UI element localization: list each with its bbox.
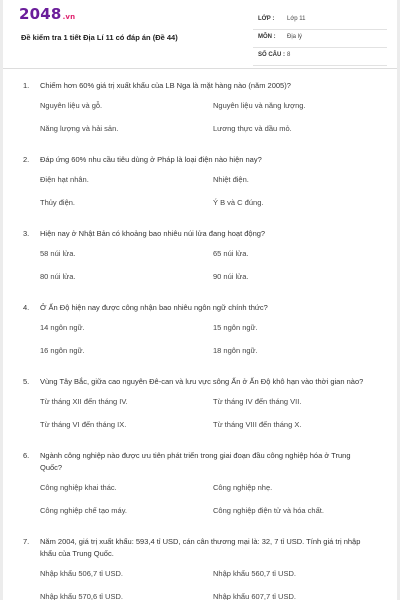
question-text: Hiện nay ở Nhật Bản có khoảng bao nhiêu núi lửa đang hoạt động? <box>40 229 266 238</box>
meta-table <box>253 12 387 66</box>
question-1 <box>3 80 397 135</box>
question-stem <box>3 80 397 92</box>
option[interactable]: Nguyên liệu và gỗ. <box>40 101 103 110</box>
option[interactable]: Nguyên liệu và năng lượng. <box>213 101 306 110</box>
meta-value: Lớp 11 <box>287 16 306 22</box>
question-text: Ngành công nghiệp nào được ưu tiên phát triển trong giai đoạn đầu công nghiệp hóa ở Trung Quốc? <box>40 451 351 472</box>
option[interactable]: Nhập khẩu 506,7 tỉ USD. <box>40 569 123 578</box>
option-grid <box>3 322 397 357</box>
option[interactable]: Nhập khẩu 560,7 tỉ USD. <box>213 569 296 578</box>
question-text: Chiếm hơn 60% giá trị xuất khẩu của LB Nga là mặt hàng nào (năm 2005)? <box>40 81 291 90</box>
option[interactable]: 15 ngôn ngữ. <box>213 323 258 332</box>
option[interactable]: Nhập khẩu 570,6 tỉ USD. <box>40 592 123 600</box>
option-grid <box>3 482 397 517</box>
site-logo[interactable] <box>19 5 75 23</box>
logo-suffix: .vn <box>62 13 76 21</box>
option[interactable]: Nhiệt điện. <box>213 175 249 184</box>
question-text: Năm 2004, giá trị xuất khẩu: 593,4 tỉ USD, cán cân thương mại là: 32, 7 tỉ USD. Tính giá trị nhập khẩu của Trung Quốc. <box>40 537 361 558</box>
option[interactable]: 16 ngôn ngữ. <box>40 346 85 355</box>
question-text: Ở Ấn Độ hiện nay được công nhận bao nhiêu ngôn ngữ chính thức? <box>40 303 268 312</box>
option[interactable]: Công nghiệp nhẹ. <box>213 483 273 492</box>
meta-row-class <box>253 12 387 30</box>
question-text: Vùng Tây Bắc, giữa cao nguyên Đê-can và lưu vực sông Ấn ở Ấn Độ khô hạn vào thời gian nào? <box>40 377 364 386</box>
header <box>3 0 397 68</box>
option[interactable]: Từ tháng IV đến tháng VII. <box>213 397 302 406</box>
question-number: 6. <box>23 451 30 460</box>
option-grid <box>3 174 397 209</box>
question-2 <box>3 154 397 209</box>
option[interactable]: Lương thực và dầu mỏ. <box>213 124 292 133</box>
meta-row-count <box>253 48 387 66</box>
logo-text: 2048 <box>19 5 62 23</box>
question-text: Đáp ứng 60% nhu cầu tiêu dùng ở Pháp là loại điện nào hiện nay? <box>40 155 262 164</box>
question-3 <box>3 228 397 283</box>
question-list <box>3 80 397 600</box>
option[interactable]: Năng lượng và hải sản. <box>40 124 119 133</box>
question-number: 5. <box>23 377 30 386</box>
question-stem <box>3 302 397 314</box>
question-7 <box>3 536 397 600</box>
question-number: 4. <box>23 303 30 312</box>
option[interactable]: Công nghiệp điện tử và hóa chất. <box>213 506 324 515</box>
option[interactable]: Thủy điện. <box>40 198 76 207</box>
question-number: 1. <box>23 81 30 90</box>
option-grid <box>3 248 397 283</box>
meta-key: SỐ CÂU : <box>258 52 285 58</box>
option[interactable]: Nhập khẩu 607,7 tỉ USD. <box>213 592 296 600</box>
question-stem <box>3 450 397 474</box>
option[interactable]: 90 núi lửa. <box>213 272 249 281</box>
question-number: 7. <box>23 537 30 546</box>
meta-value: Địa lý <box>287 34 303 40</box>
option[interactable]: 58 núi lửa. <box>40 249 76 258</box>
option[interactable]: Từ tháng VIII đến tháng X. <box>213 420 302 429</box>
option[interactable]: Công nghiệp khai thác. <box>40 483 117 492</box>
option[interactable]: 14 ngôn ngữ. <box>40 323 85 332</box>
header-divider <box>3 68 397 69</box>
option[interactable]: Từ tháng VI đến tháng IX. <box>40 420 127 429</box>
option[interactable]: Công nghiệp chế tạo máy. <box>40 506 128 515</box>
meta-key: LỚP : <box>258 16 275 22</box>
document-title: Đề kiểm tra 1 tiết Địa Lí 11 có đáp án (Đề 44) <box>21 33 178 42</box>
option-grid <box>3 396 397 431</box>
meta-row-subject <box>253 30 387 48</box>
option[interactable]: 80 núi lửa. <box>40 272 76 281</box>
question-stem <box>3 536 397 560</box>
question-stem <box>3 154 397 166</box>
question-6 <box>3 450 397 517</box>
meta-value: 8 <box>287 52 291 58</box>
question-4 <box>3 302 397 357</box>
option-grid <box>3 568 397 600</box>
option[interactable]: Từ tháng XII đến tháng IV. <box>40 397 128 406</box>
option-grid <box>3 100 397 135</box>
option[interactable]: Ý B và C đúng. <box>213 198 264 207</box>
question-stem <box>3 376 397 388</box>
option[interactable]: 65 núi lửa. <box>213 249 249 258</box>
question-number: 3. <box>23 229 30 238</box>
question-5 <box>3 376 397 431</box>
document-page <box>3 0 397 600</box>
question-stem <box>3 228 397 240</box>
option[interactable]: Điện hạt nhân. <box>40 175 89 184</box>
option[interactable]: 18 ngôn ngữ. <box>213 346 258 355</box>
meta-key: MÔN : <box>258 34 276 40</box>
question-number: 2. <box>23 155 30 164</box>
